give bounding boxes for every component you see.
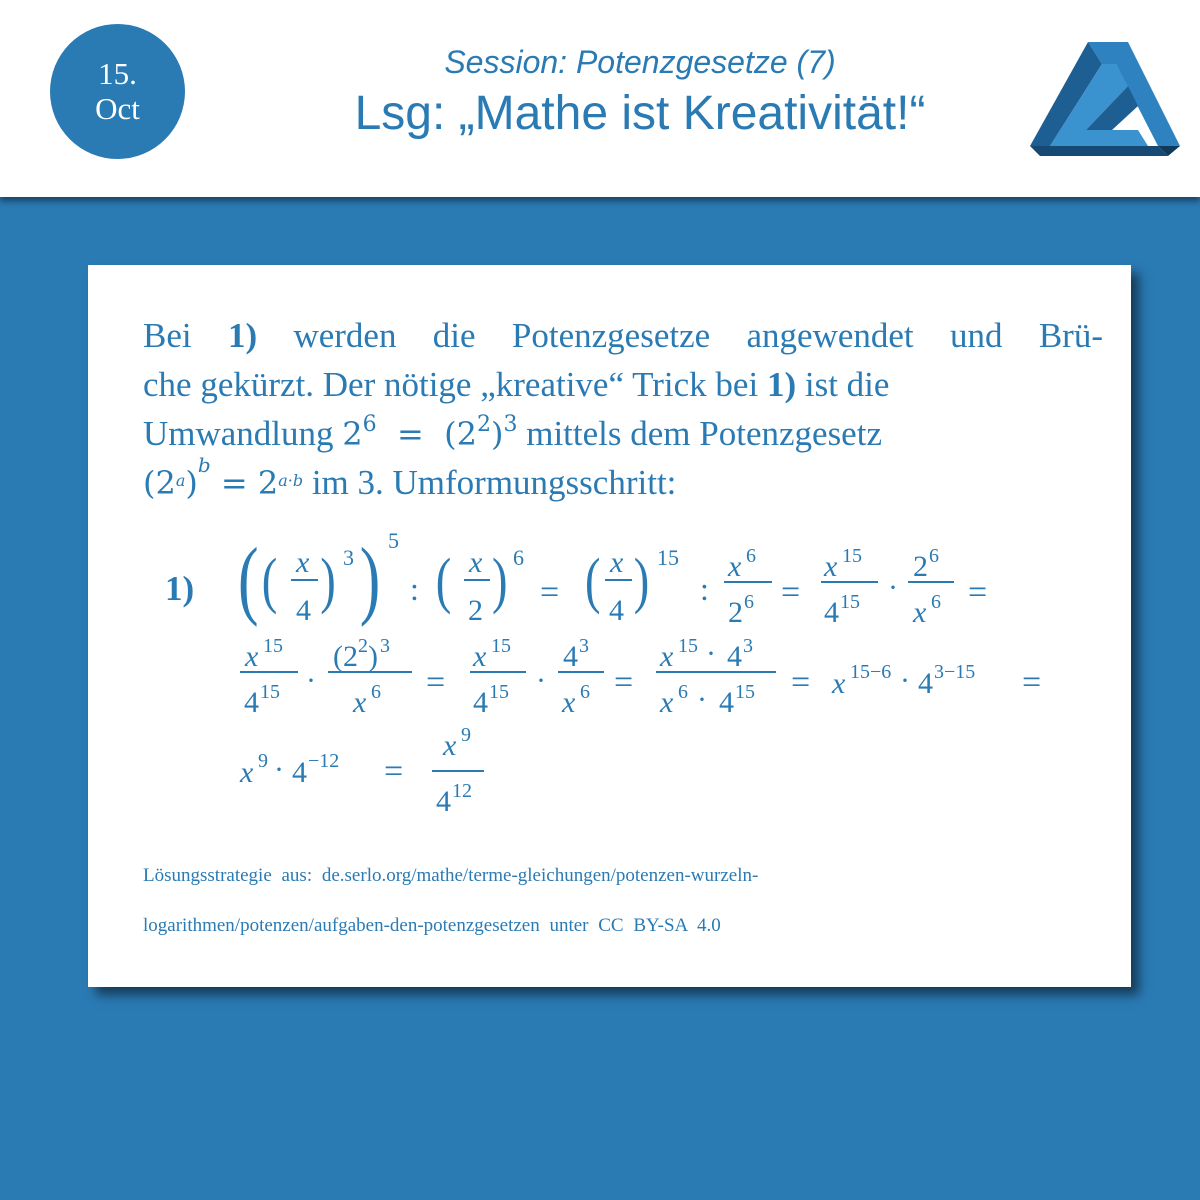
svg-text:15: 15 [489,681,509,703]
frac-26-x6 [908,545,954,629]
svg-text:x: x [610,546,624,579]
term-nested-power [238,528,399,628]
text-line4-b: im 3. Umformungsschritt: [303,463,677,502]
svg-text::: : [700,571,709,607]
svg-text:3: 3 [579,635,589,657]
date-day: 15. [98,55,137,91]
svg-text:=: = [781,574,801,611]
frac-result [432,724,484,818]
term-exponent-diff [831,661,975,700]
equation-chain [88,265,1131,825]
svg-text:4: 4 [918,667,933,700]
source-line-2: logarithmen/potenzen/aufgaben-den-potenzgesetzen unter CC BY-SA 4.0 [143,915,721,936]
svg-text:=: = [614,664,634,701]
text-line1-rest: werden die Potenzgesetze angewendet und Brü- [257,316,1103,355]
svg-text:x: x [245,640,259,673]
frac-combined [656,635,776,719]
svg-text:=: = [384,753,404,790]
svg-text:6: 6 [744,591,754,613]
frac-43-x6 [558,635,604,719]
svg-text:x: x [660,686,674,719]
svg-text:x: x [240,756,254,789]
svg-text:(: ( [238,530,259,628]
term-x9-4-12 [239,750,339,789]
svg-text:x: x [473,640,487,673]
svg-text:4: 4 [609,594,624,627]
svg-text:·: · [706,637,716,670]
svg-text:x: x [353,686,367,719]
ref-task-1: 1) [227,316,258,355]
svg-text:6: 6 [678,681,688,703]
session-subtitle: Session: Potenzgesetze (7) [444,44,836,80]
svg-text:4: 4 [719,686,734,719]
svg-text:6: 6 [931,591,941,613]
date-badge [50,24,185,159]
svg-text:x: x [296,546,310,579]
solution-card [88,265,1131,987]
svg-text:15: 15 [842,545,862,567]
svg-text:x: x [660,640,674,673]
svg-text:4: 4 [244,686,259,719]
svg-text:15: 15 [263,635,283,657]
svg-text::: : [410,571,419,607]
svg-text:=: = [1022,664,1042,701]
svg-text:(: ( [435,545,452,615]
svg-text:12: 12 [452,780,472,802]
svg-text:·: · [306,664,316,697]
equation-label: 1) [165,569,195,608]
svg-text:15: 15 [735,681,755,703]
text-bei: Bei [143,316,228,355]
svg-text:(: ( [585,545,601,615]
svg-text:4: 4 [824,596,839,629]
term-x-over-2 [436,545,524,627]
svg-text:): ) [633,545,650,615]
svg-text:3: 3 [743,635,753,657]
source-line-1: Lösungsstrategie aus: de.serlo.org/mathe/terme-gleichungen/potenzen-wurzeln- [143,865,759,886]
frac-x15-415-b [240,635,298,719]
svg-text:9: 9 [461,724,471,746]
svg-text:4: 4 [563,640,578,673]
svg-text:4: 4 [436,785,451,818]
svg-text:): ) [368,640,378,673]
svg-text:4: 4 [727,640,742,673]
formula-power-law: $(2^a)^b = 2^{a\cdot b}$ [143,453,304,502]
svg-text:3: 3 [380,635,390,657]
svg-text:=: = [540,574,560,611]
svg-text:−12: −12 [308,750,340,772]
svg-text:15: 15 [657,545,679,570]
frac-x15-415-c [470,635,526,719]
svg-text:4: 4 [292,756,307,789]
term-x-over-4-15 [585,545,679,627]
svg-text:=: = [426,664,446,701]
svg-text:2: 2 [913,550,928,583]
svg-text:x: x [824,550,838,583]
svg-text:6: 6 [580,681,590,703]
svg-text:6: 6 [513,545,524,570]
svg-text:·: · [888,571,898,604]
svg-text:): ) [492,545,508,615]
svg-text:2: 2 [468,594,483,627]
svg-text:3−15: 3−15 [934,661,976,683]
svg-text:): ) [359,530,381,628]
ref-task-1b: 1) [766,365,797,404]
svg-text:6: 6 [371,681,381,703]
svg-text:=: = [791,664,811,701]
header [0,0,1200,197]
svg-text:·: · [274,753,284,786]
svg-text:2: 2 [728,596,743,629]
page-title: Lsg: „Mathe ist Kreativität!“ [354,87,926,140]
svg-text:4: 4 [296,594,311,627]
svg-text:15: 15 [840,591,860,613]
frac-x15-415 [821,545,878,629]
formula-conversion: $2^6 = (2^2)^3$ [342,412,518,453]
svg-text:·: · [536,664,546,697]
text-line2-a: che gekürzt. Der nötige „kreative“ Trick bei [143,365,767,404]
date-month: Oct [95,90,140,126]
frac-22-3-x6 [328,635,412,719]
text-line3-a: Umwandlung [143,414,343,453]
svg-text:4: 4 [473,686,488,719]
svg-text:x: x [562,686,576,719]
svg-text:3: 3 [343,545,354,570]
svg-text:15: 15 [491,635,511,657]
svg-text:15−6: 15−6 [850,661,892,683]
svg-text:=: = [968,574,988,611]
svg-text:5: 5 [388,528,399,553]
svg-text:2: 2 [358,635,368,657]
svg-text:(: ( [261,545,278,615]
penrose-triangle-logo [1030,38,1180,156]
frac-x6-26 [724,545,772,629]
svg-text:x: x [728,550,742,583]
svg-text:·: · [697,683,707,716]
svg-text:15: 15 [260,681,280,703]
svg-text:9: 9 [258,750,268,772]
svg-text:6: 6 [929,545,939,567]
svg-text:(2: (2 [333,640,358,673]
text-line2-b: ist die [796,365,890,404]
text-line3-b: mittels dem Potenzgesetz [517,414,882,453]
svg-text:): ) [320,545,336,615]
svg-text:x: x [443,729,457,762]
svg-text:x: x [832,667,846,700]
svg-text:·: · [900,664,910,697]
svg-text:6: 6 [746,545,756,567]
svg-text:x: x [913,596,927,629]
svg-text:15: 15 [678,635,698,657]
svg-text:x: x [469,546,483,579]
